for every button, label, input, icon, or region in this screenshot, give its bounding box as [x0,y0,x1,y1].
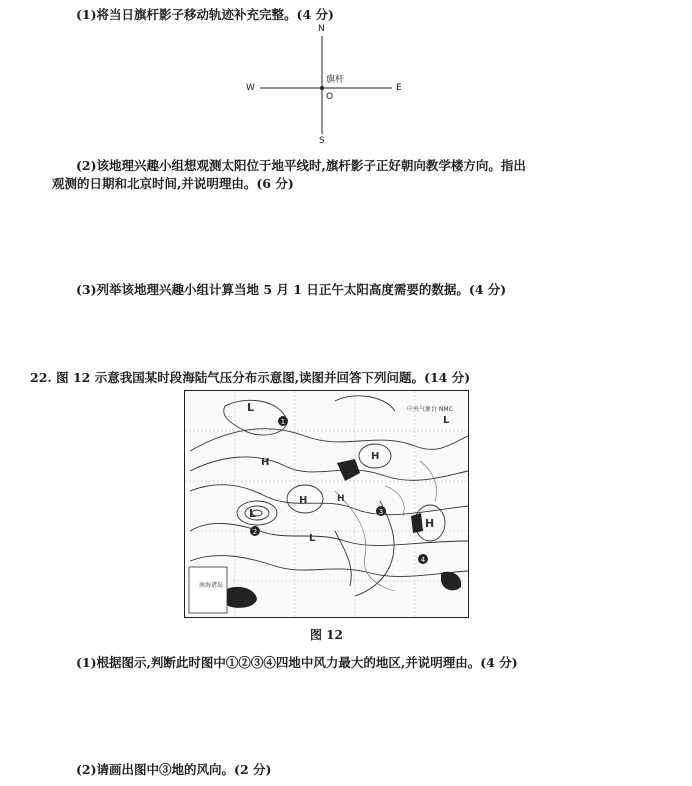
flagpole-label: 旗杆 [326,75,345,85]
pressure-map-drawing [185,391,468,617]
q21-part3: (3)列举该地理兴趣小组计算当地 5 月 1 日正午太阳高度需要的数据。(4 分) [76,282,507,297]
pressure-map [184,390,469,618]
low-label-4: L [443,415,450,426]
compass-diagram [240,22,415,152]
agency-label: 中央气象台 NMC [407,406,453,413]
q21-part2-line1: (2)该地理兴趣小组想观测太阳位于地平线时,旗杆影子正好朝向教学楼方向。指出 [76,158,526,173]
high-label-3: H [371,451,380,462]
figure-caption: 图 12 [310,628,343,642]
high-label-4: H [425,517,435,530]
q22-stem: 22. 图 12 示意我国某时段海陆气压分布示意图,读图并回答下列问题。(14 分) [30,370,471,385]
inset-label: 南海诸岛 [199,582,224,589]
q21-part2-line2: 观测的日期和北京时间,并说明理由。(6 分) [52,176,294,191]
compass-east-label: E [396,83,402,93]
numbered-markers [250,416,428,564]
compass-north-label: N [318,24,325,34]
low-label-2: L [249,507,257,520]
compass-south-label: S [319,136,325,146]
isobars [190,396,468,596]
q22-part2: (2)请画出图中③地的风向。(2 分) [76,762,272,777]
high-label-5: H [337,494,345,504]
marker-1: 1 [280,418,286,426]
marker-2: 2 [252,528,258,536]
compass-lines [240,22,415,152]
marker-4: 4 [420,556,426,564]
low-label-1: L [247,401,255,414]
q22-part1: (1)根据图示,判断此时图中①②③④四地中风力最大的地区,并说明理由。(4 分) [76,655,518,670]
high-label-2: H [299,495,308,506]
high-label-1: H [261,457,270,468]
map-graticule [185,391,468,617]
compass-west-label: W [246,83,255,93]
q21-part1: (1)将当日旗杆影子移动轨迹补充完整。(4 分) [76,7,334,22]
compass-origin-label: O [326,92,334,102]
low-label-3: L [309,533,316,544]
marker-3: 3 [378,508,384,516]
south-china-sea-inset [189,567,227,613]
